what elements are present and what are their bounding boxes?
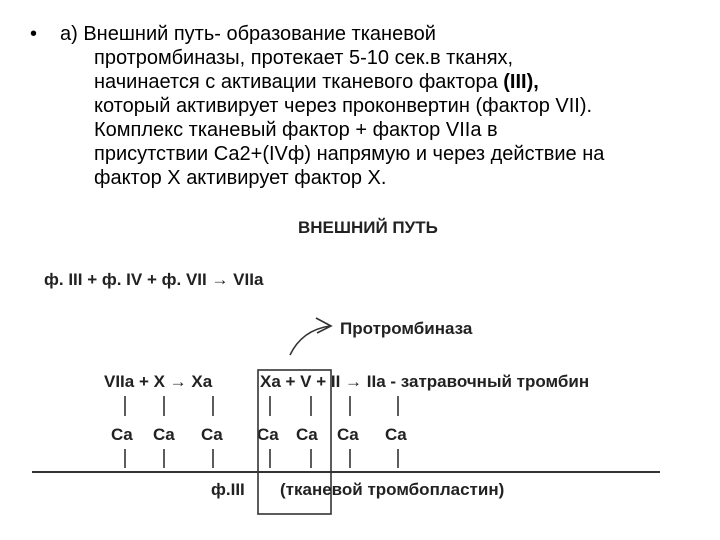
ca-label-3: Ca (201, 425, 223, 444)
upper-ticks (125, 396, 398, 416)
ca-label-7: Ca (385, 425, 407, 444)
text-line-3-bold: (III), (503, 71, 539, 93)
bullet-marker: • (30, 23, 38, 45)
ca-label-4: Ca (257, 425, 279, 444)
ca-label-6: Ca (337, 425, 359, 444)
prothrombinase-arrowhead (316, 318, 331, 333)
text-line-4: который активирует через проконвертин (фактор VII). (94, 95, 593, 117)
formula-line: ф. III + ф. IV + ф. VII → VIIa (44, 270, 264, 289)
ca-label-1: Ca (111, 425, 133, 444)
reaction-part-2: Xa + V + II → IIa - затравочный тромбин (260, 372, 590, 391)
text-line-6: присутствии Са2+(IVф) напрямую и через действие на (94, 143, 605, 165)
text-line-1: а) Внешний путь- образование тканевой (60, 23, 436, 45)
ca-label-2: Ca (153, 425, 175, 444)
prothrombinase-label: Протромбиназа (340, 319, 473, 338)
text-line-7: фактор X активирует фактор X. (94, 167, 387, 189)
base-note: (тканевой тромбопластин) (280, 480, 505, 499)
text-line-3-main: начинается с активации тканевого фактора (94, 71, 498, 93)
lower-ticks (125, 449, 398, 468)
diagram-title: ВНЕШНИЙ ПУТЬ (298, 218, 438, 237)
base-label: ф.III (211, 480, 245, 499)
text-line-5: Комплекс тканевый фактор + фактор VIIа в (94, 119, 498, 141)
ca-label-5: Ca (296, 425, 318, 444)
reaction-part-1: VIIa + X → Xa (104, 372, 213, 391)
text-line-2: протромбиназы, протекает 5-10 сек.в тканях, (94, 47, 514, 69)
